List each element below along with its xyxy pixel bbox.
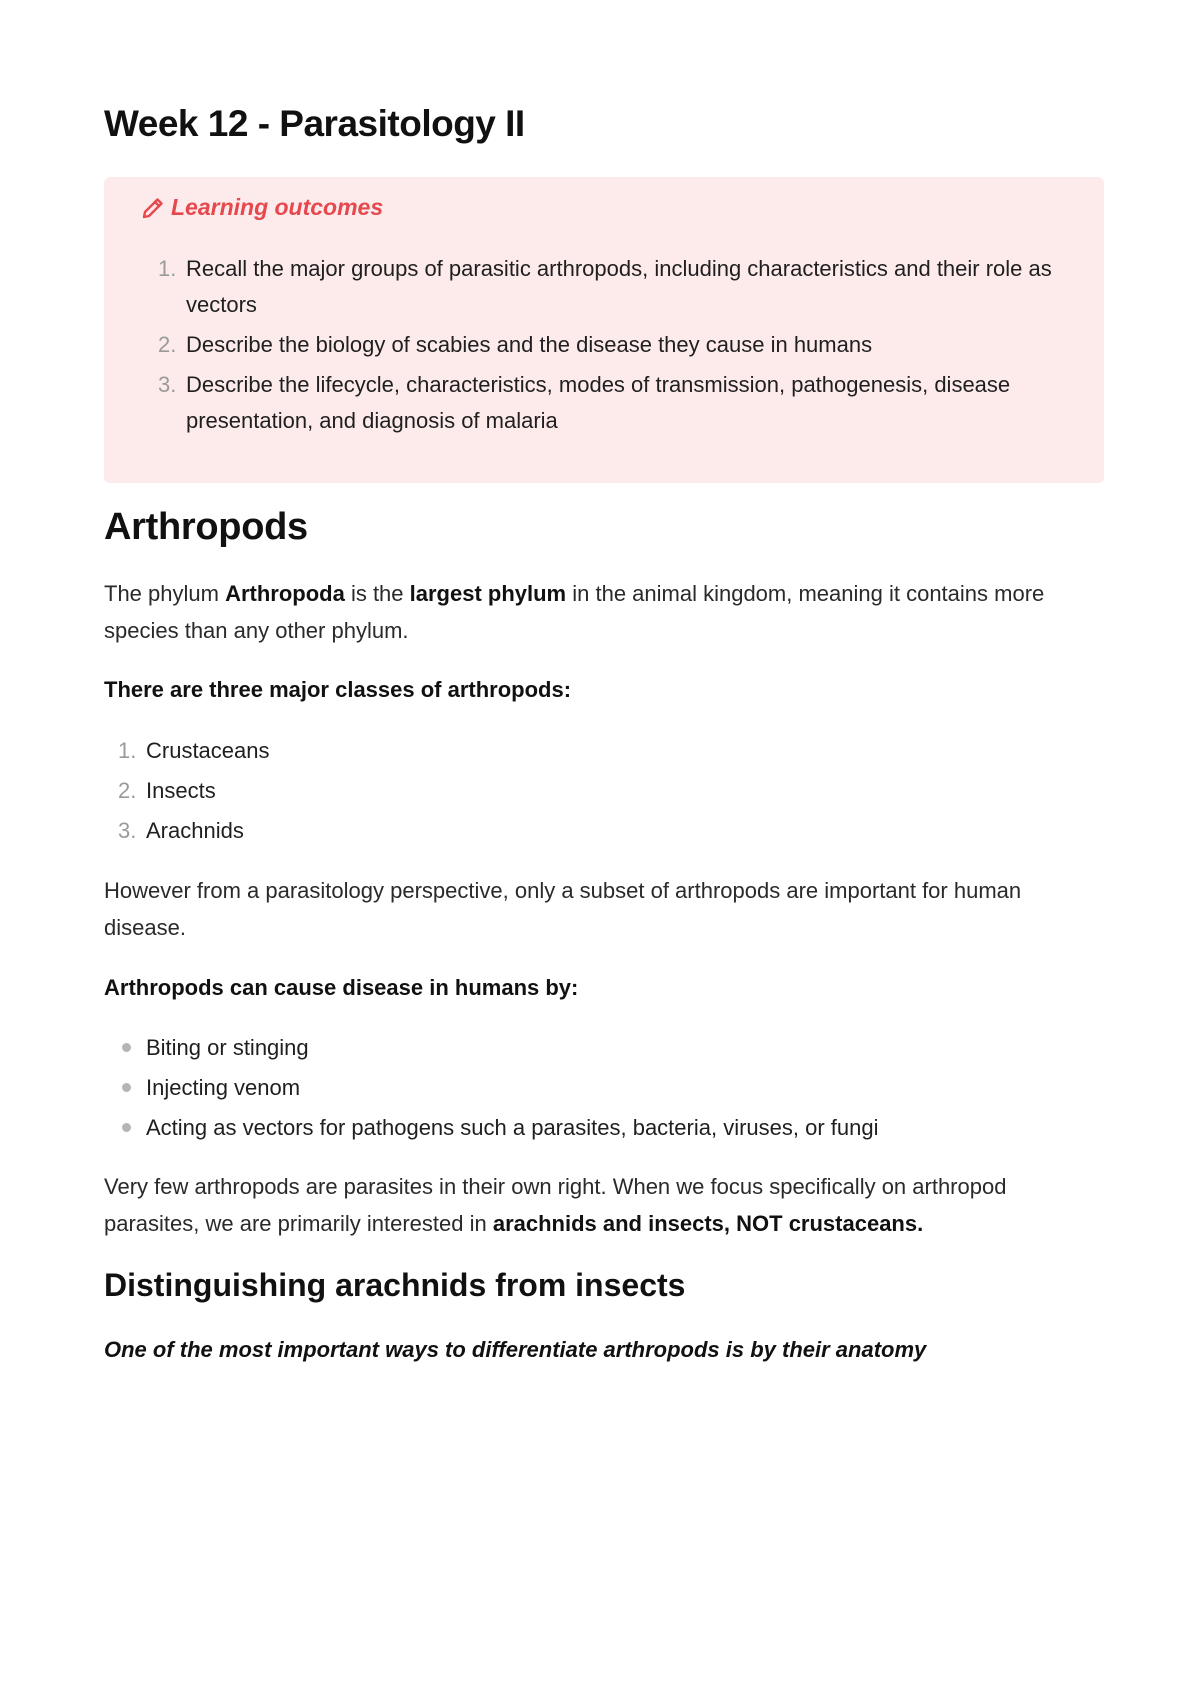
list-number: 3. [158,372,177,397]
bullet-icon [122,1043,131,1052]
bullet-icon [122,1083,131,1092]
list-item-text: Arachnids [146,818,244,843]
causes-lead: Arthropods can cause disease in humans by: [104,975,579,1000]
list-item [118,1069,879,1106]
section-heading-distinguishing: Distinguishing arachnids from insects [104,1267,686,1303]
focus-paragraph [104,1168,1104,1242]
list-item [158,367,1078,439]
list-number: 2. [118,778,137,803]
anatomy-lead: One of the most important ways to differentiate arthropods is by their anatomy [104,1337,927,1362]
bullet-icon [122,1123,131,1132]
list-number: 1. [158,256,177,281]
arthropoda-intro-paragraph [104,575,1104,649]
list-number: 1. [118,738,137,763]
arthropod-classes-list [118,733,270,853]
list-item-text: Describe the biology of scabies and the disease they cause in humans [186,332,873,357]
bold-text: arachnids and insects, NOT crustaceans. [492,1211,924,1236]
page-title: Week 12 - Parasitology II [104,103,525,144]
list-item [118,813,270,849]
section-heading-arthropods: Arthropods [104,506,308,548]
bold-text: largest phylum [409,581,567,606]
learning-outcomes-list [158,251,1078,443]
disease-causes-list [118,1029,879,1149]
list-item-text: Insects [146,778,216,803]
list-item [158,327,1078,363]
list-item-text: Acting as vectors for pathogens such a parasites, bacteria, viruses, or fungi [146,1115,879,1140]
list-item-text: Crustaceans [146,738,270,763]
text-run: in the animal kingdom, meaning it contains more species than any other phylum. [104,581,1045,643]
list-item [118,1029,879,1066]
bold-text: Arthropoda [225,581,345,606]
classes-lead: There are three major classes of arthropods: [104,677,572,702]
callout-heading-text: Learning outcomes [171,194,384,220]
pencil-icon [141,196,165,220]
list-item [118,1109,879,1146]
list-item [158,251,1078,323]
list-item-text: Biting or stinging [146,1035,309,1060]
list-number: 3. [118,818,137,843]
subset-paragraph: However from a parasitology perspective, only a subset of arthropods are important for human disease. [104,878,1022,940]
learning-outcomes-callout [104,177,1104,483]
list-number: 2. [158,332,177,357]
list-item [118,773,270,809]
list-item-text: Recall the major groups of parasitic arthropods, including characteristics and their role as vectors [186,256,1052,317]
list-item-text: Describe the lifecycle, characteristics, modes of transmission, pathogenesis, disease presentation, and diagnosis of malaria [186,372,1011,433]
text-run: The phylum [104,581,226,606]
list-item [118,733,270,769]
text-run: is the [344,581,410,606]
text-run: Very few arthropods are parasites in their own right. When we focus specifically on arthropod parasites, we are primarily interested in [104,1174,1007,1236]
callout-heading [141,194,383,221]
list-item-text: Injecting venom [146,1075,301,1100]
